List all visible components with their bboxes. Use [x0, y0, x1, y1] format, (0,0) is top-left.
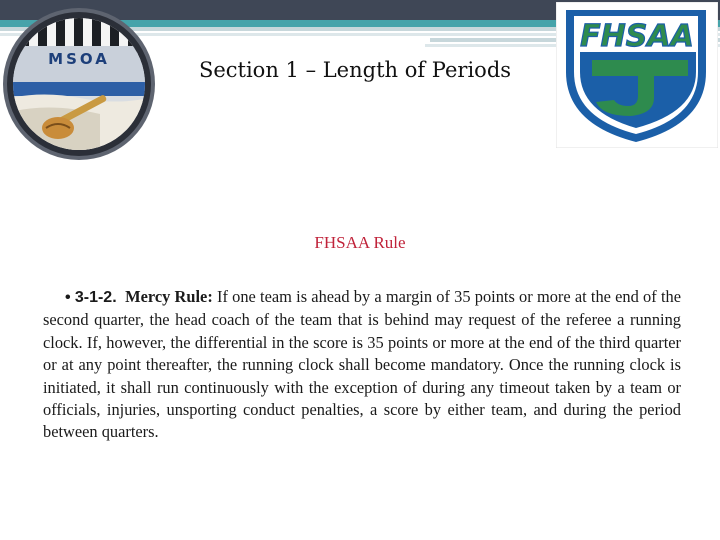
rule-paragraph — [43, 286, 681, 444]
msoa-logo-lettering: MSOA — [48, 50, 110, 68]
rule-name: Mercy Rule: — [125, 287, 213, 306]
fhsaa-logo — [556, 2, 718, 148]
rule-number: 3-1-2. — [74, 289, 117, 306]
fhsaa-logo-lettering: FHSAA — [580, 19, 694, 54]
slide-title: Section 1 – Length of Periods — [198, 58, 512, 82]
rule-text: If one team is ahead by a margin of 35 points or more at the end of the second quarter, the head coach of the team that is behind may request of the referee a running clock. If, however, the differential in the score is 35 points or more at the end of the third quarter or at any point thereafter, the running clock shall become mandatory. Once the running clock is initiated, it shall run continuously with the exception of during any timeout taken by a team or officials, injuries, unsporting conduct penalties, a score by either team, and during the period between quarters. — [43, 287, 681, 442]
msoa-logo — [0, 2, 158, 162]
rule-bullet: • — [65, 289, 71, 306]
slide-subtitle: FHSAA Rule — [314, 233, 406, 252]
